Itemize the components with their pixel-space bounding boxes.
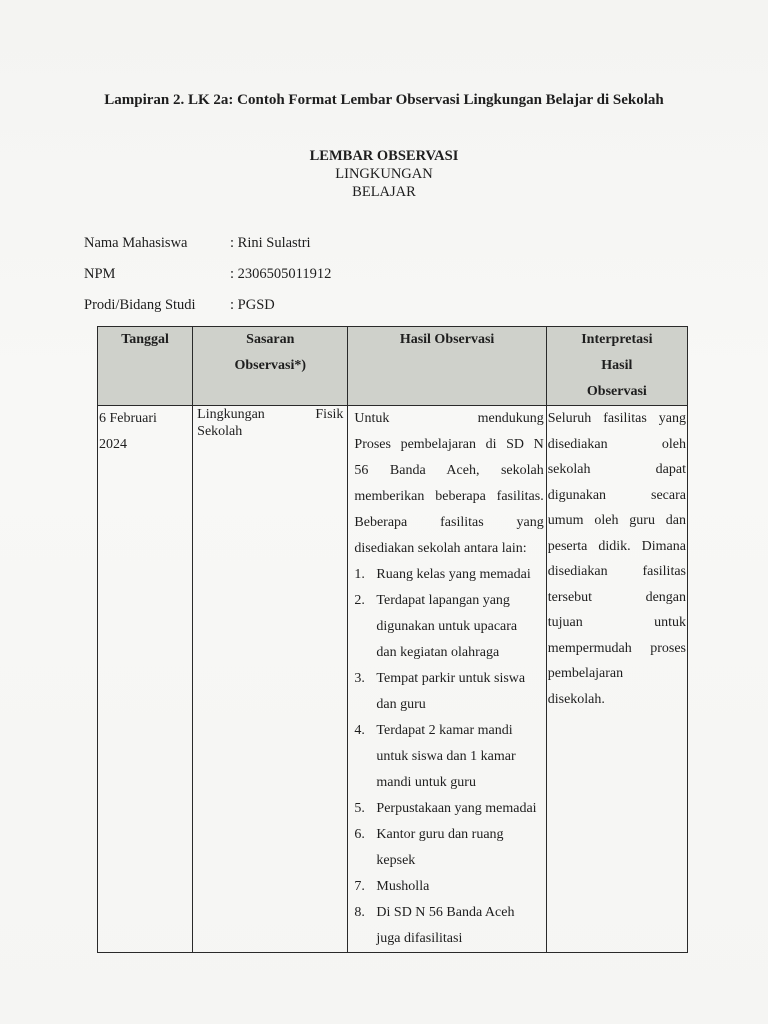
interpretasi-line: pembelajaran: [547, 666, 624, 681]
field-prodi: [84, 297, 484, 314]
list-item-line: Tempat parkir untuk siswa: [376, 671, 526, 686]
list-item-number: 7.: [354, 879, 365, 894]
list-item: [354, 588, 543, 666]
interpretasi-line: peserta didik. Dimana: [547, 538, 686, 554]
hasil-intro-line: Untuk mendukung: [354, 411, 544, 426]
list-item-text: [376, 796, 543, 822]
sasaran-line-1: [197, 406, 343, 423]
cell-sasaran: [193, 406, 348, 953]
cell-interpretasi: [546, 406, 687, 953]
interpretasi-line: mempermudah proses: [547, 640, 686, 656]
field-label: Nama Mahasiswa: [84, 235, 188, 251]
list-item-number: 8.: [354, 905, 365, 920]
list-item-text: [376, 562, 543, 588]
table-header-row: [98, 327, 688, 406]
interpretasi-line: digunakan secara: [547, 487, 686, 503]
interpretasi-line: tujuan untuk: [547, 615, 686, 630]
list-item-text: [376, 874, 543, 900]
form-title-line-2: LINGKUNGAN: [335, 166, 433, 182]
list-item-line: Ruang kelas yang memadai: [376, 567, 531, 582]
header-sasaran-line-2: Observasi*): [234, 358, 307, 373]
header-hasil-text: Hasil Observasi: [399, 332, 495, 347]
list-item: [354, 822, 543, 874]
observation-table: [97, 326, 688, 953]
table-row: [98, 406, 688, 953]
list-item-line: Musholla: [376, 879, 430, 894]
list-item-text: [376, 588, 543, 666]
list-item-line: Terdapat lapangan yang: [376, 593, 510, 608]
hasil-intro-line: disediakan sekolah antara lain:: [354, 541, 527, 556]
interpretasi-line: disekolah.: [547, 691, 605, 707]
list-item-line: dan kegiatan olahraga: [376, 645, 500, 660]
list-item-text: [376, 822, 543, 874]
cell-hasil-observasi: [348, 406, 546, 953]
list-item: [354, 796, 543, 822]
header-interp-line-1: Interpretasi: [581, 332, 653, 347]
list-item-line: Perpustakaan yang memadai: [376, 801, 537, 816]
list-item-number: 6.: [354, 827, 365, 842]
list-item-number: 2.: [354, 593, 365, 608]
list-item: [354, 900, 543, 952]
interpretasi-text: [548, 406, 686, 712]
sasaran-word: Fisik: [315, 407, 344, 422]
list-item: [354, 718, 543, 796]
list-item-line: mandi untuk guru: [376, 775, 476, 790]
cell-tanggal: [98, 406, 193, 953]
interpretasi-line: disediakan fasilitas: [547, 564, 686, 579]
field-nama-mahasiswa: [84, 235, 484, 252]
field-npm: [84, 266, 484, 283]
field-value: : Rini Sulastri: [230, 235, 311, 251]
document-heading: Lampiran 2. LK 2a: Contoh Format Lembar Observasi Lingkungan Belajar di Sekolah: [104, 92, 664, 108]
list-item-text: [376, 718, 543, 796]
list-item-number: 3.: [354, 671, 365, 686]
header-interpretasi: [546, 327, 687, 406]
form-title-line-1: LEMBAR OBSERVASI: [309, 148, 459, 164]
field-value: : PGSD: [230, 297, 275, 313]
list-item-line: kepsek: [376, 853, 416, 868]
hasil-intro-line: memberikan beberapa fasilitas.: [354, 489, 544, 504]
interpretasi-line: tersebut dengan: [547, 589, 686, 605]
list-item-line: dan guru: [376, 697, 426, 712]
sasaran-word: Lingkungan: [197, 407, 265, 422]
list-item-line: digunakan untuk upacara: [376, 619, 518, 634]
list-item-text: [376, 666, 543, 718]
list-item-line: juga difasilitasi: [376, 931, 463, 946]
header-interp-line-3: Observasi: [586, 384, 647, 399]
field-label: NPM: [84, 266, 116, 282]
hasil-intro: [354, 406, 543, 536]
interpretasi-line: umum oleh guru dan: [547, 513, 686, 528]
header-tanggal-text: Tanggal: [121, 332, 169, 347]
hasil-intro-line: Beberapa fasilitas yang: [354, 515, 544, 530]
list-item-number: 1.: [354, 567, 365, 582]
header-tanggal: [98, 327, 193, 406]
interpretasi-line: Seluruh fasilitas yang: [547, 411, 686, 426]
list-item-line: Di SD N 56 Banda Aceh: [376, 905, 515, 920]
list-item: [354, 562, 543, 588]
hasil-intro-line: 56 Banda Aceh, sekolah: [354, 463, 544, 478]
list-item-line: Terdapat 2 kamar mandi: [376, 723, 513, 738]
sasaran-line-2: Sekolah: [197, 424, 243, 439]
list-item-number: 4.: [354, 723, 365, 738]
list-item: [354, 666, 543, 718]
facility-list: [354, 562, 543, 952]
header-hasil: [348, 327, 546, 406]
field-label: Prodi/Bidang Studi: [84, 297, 196, 313]
interpretasi-line: sekolah dapat: [547, 462, 686, 477]
date-line-1: 6 Februari: [99, 411, 157, 426]
interpretasi-line: disediakan oleh: [547, 436, 686, 452]
date-line-2: 2024: [99, 437, 127, 452]
list-item: [354, 874, 543, 900]
list-item-line: Kantor guru dan ruang: [376, 827, 504, 842]
header-sasaran: [193, 327, 348, 406]
header-interp-line-2: Hasil: [601, 358, 633, 373]
hasil-intro-line: Proses pembelajaran di SD N: [354, 437, 544, 452]
field-value: : 2306505011912: [230, 266, 332, 282]
list-item-line: untuk siswa dan 1 kamar: [376, 749, 516, 764]
list-item-text: [376, 900, 543, 952]
form-title: [0, 147, 768, 201]
form-title-line-3: BELAJAR: [352, 184, 416, 200]
list-item-number: 5.: [354, 801, 365, 816]
header-sasaran-line-1: Sasaran: [246, 332, 295, 347]
